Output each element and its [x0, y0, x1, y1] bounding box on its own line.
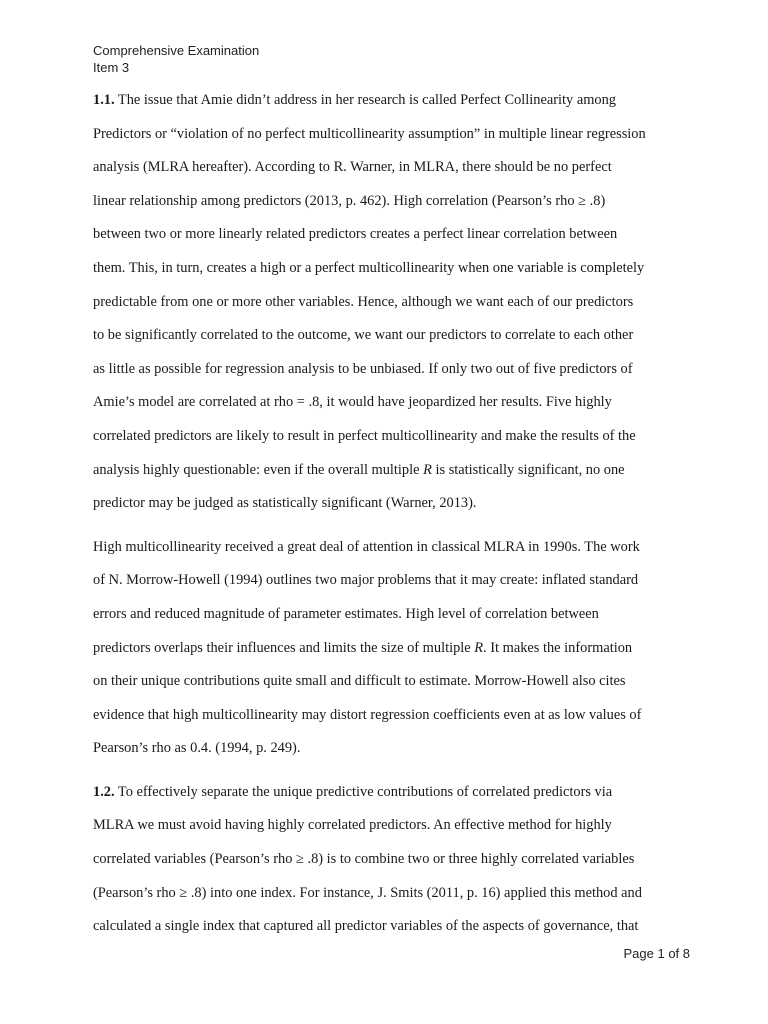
text-line: correlated predictors are likely to result in perfect multicollinearity and make the results of the [93, 427, 636, 444]
text-line: calculated a single index that captured all predictor variables of the aspects of governance, that [93, 918, 639, 935]
text-line: correlated variables (Pearson’s rho ≥ .8) is to combine two or three highly correlated variables [93, 851, 635, 868]
page-number: Page 1 of 8 [623, 946, 690, 961]
text-line: MLRA we must avoid having highly correlated predictors. An effective method for highly [93, 817, 612, 834]
section-1-2 [93, 776, 693, 944]
text-line: predictable from one or more other variables. Hence, although we want each of our predictors [93, 293, 634, 310]
section-1-1 [93, 84, 693, 521]
text-line: Pearson’s rho as 0.4. (1994, p. 249). [93, 740, 301, 757]
text-line: to be significantly correlated to the outcome, we want our predictors to correlate to each other [93, 327, 634, 344]
text-line: 1.2. To effectively separate the unique predictive contributions of correlated predictors via [93, 783, 613, 800]
text-line: of N. Morrow-Howell (1994) outlines two major problems that it may create: inflated standard [93, 572, 639, 589]
text-line: as little as possible for regression analysis to be unbiased. If only two out of five predictors of [93, 360, 633, 377]
text-line: them. This, in turn, creates a high or a perfect multicollinearity when one variable is completely [93, 259, 645, 276]
text-line: Predictors or “violation of no perfect multicollinearity assumption” in multiple linear regression [93, 125, 646, 142]
text-line: errors and reduced magnitude of parameter estimates. High level of correlation between [93, 605, 599, 622]
document-body [93, 84, 693, 944]
text-line: predictors overlaps their influences and limits the size of multiple R. It makes the information [93, 639, 633, 656]
text-line: evidence that high multicollinearity may distort regression coefficients even at as low values of [93, 706, 642, 723]
text-line: 1.1. The issue that Amie didn’t address in her research is called Perfect Collinearity among [93, 92, 616, 108]
document-header [93, 42, 259, 76]
text-line: Amie’s model are correlated at rho = .8, it would have jeopardized her results. Five highly [93, 394, 612, 411]
text-line: analysis (MLRA hereafter). According to R. Warner, in MLRA, there should be no perfect [93, 159, 612, 176]
text-line: linear relationship among predictors (2013, p. 462). High correlation (Pearson’s rho ≥ .8) [93, 192, 606, 209]
text-line: High multicollinearity received a great deal of attention in classical MLRA in 1990s. The work [93, 538, 640, 555]
header-item: Item 3 [93, 60, 130, 75]
text-line: (Pearson’s rho ≥ .8) into one index. For instance, J. Smits (2011, p. 16) applied this method and [93, 884, 642, 901]
text-line: predictor may be judged as statistically significant (Warner, 2013). [93, 495, 477, 512]
text-line: on their unique contributions quite small and difficult to estimate. Morrow-Howell also cites [93, 673, 626, 690]
paragraph-2 [93, 531, 693, 766]
text-line: between two or more linearly related predictors creates a perfect linear correlation between [93, 226, 618, 243]
text-line: analysis highly questionable: even if the overall multiple R is statistically significant, no one [93, 461, 625, 478]
header-title: Comprehensive Examination [93, 43, 260, 58]
section-label: 1.1. [93, 92, 115, 108]
section-label: 1.2. [93, 783, 115, 800]
